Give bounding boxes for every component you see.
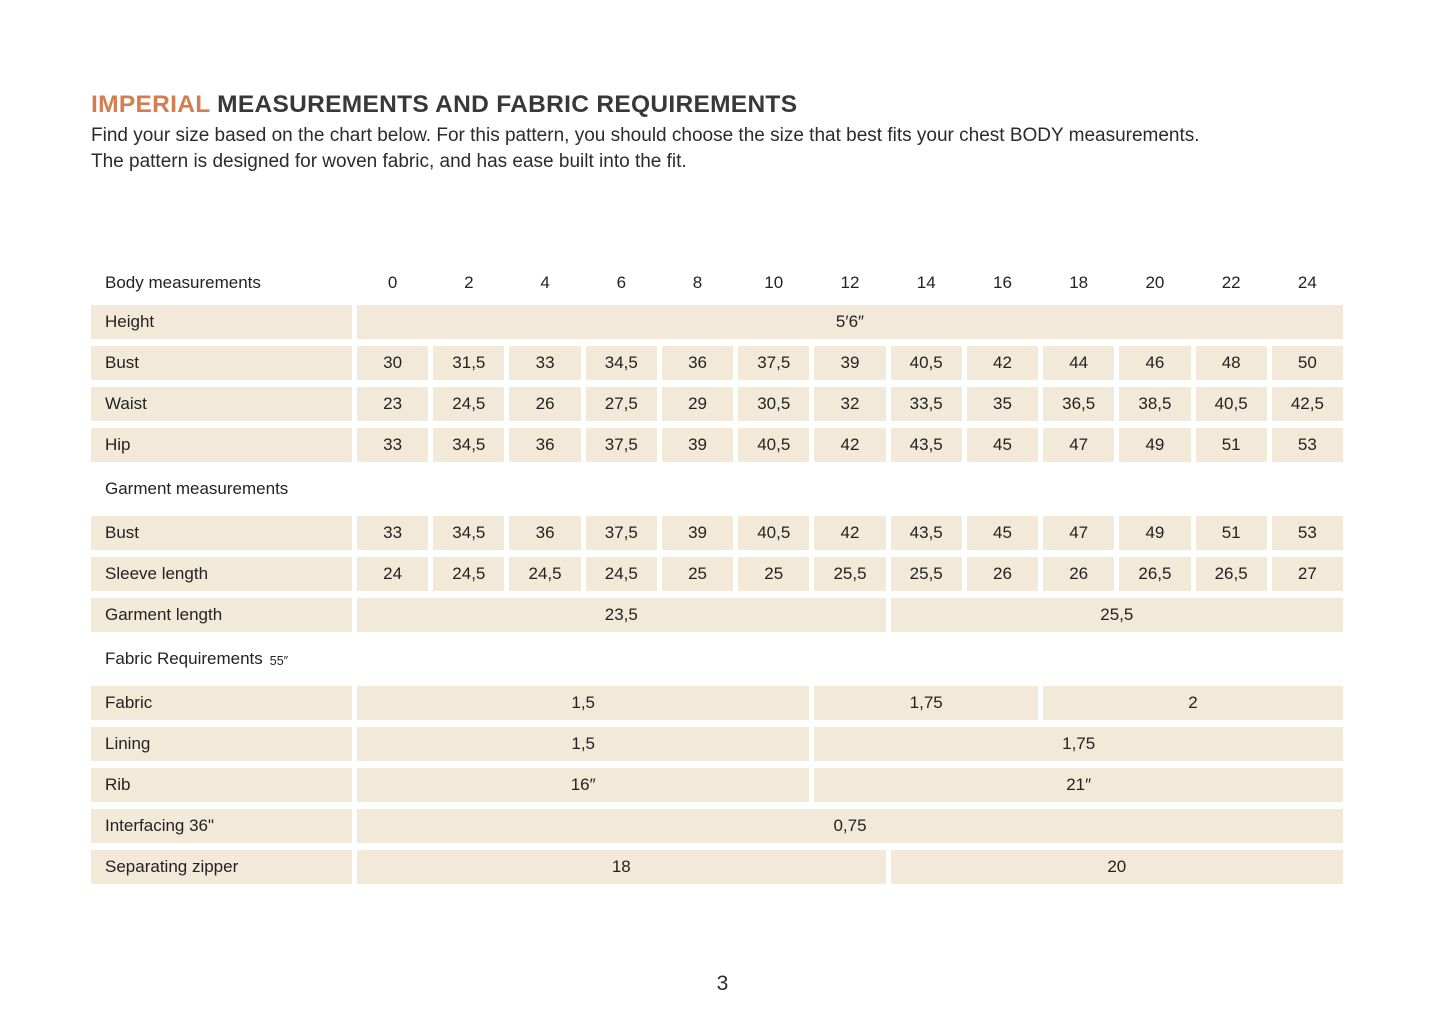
value-cell: 42,5: [1272, 387, 1343, 421]
row-label: Interfacing 36": [91, 809, 352, 843]
row-label: Lining: [91, 727, 352, 761]
value-cell: 24: [357, 557, 428, 591]
size-column-header: 2: [464, 273, 474, 292]
value-cell: 40,5: [1196, 387, 1267, 421]
size-column-header: 18: [1069, 273, 1089, 292]
row-label: Bust: [91, 516, 352, 550]
value-cell: 5′6″: [357, 305, 1343, 339]
value-cell: 26,5: [1119, 557, 1190, 591]
value-cell: 40,5: [891, 346, 962, 380]
value-cell: 25,5: [891, 557, 962, 591]
value-cell: 26,5: [1196, 557, 1267, 591]
value-cell: 49: [1119, 428, 1190, 462]
value-cell: 37,5: [586, 428, 657, 462]
value-cell: 21″: [814, 768, 1343, 802]
value-cell: 44: [1043, 346, 1114, 380]
value-cell: 25: [738, 557, 809, 591]
value-cell: 0,75: [357, 809, 1343, 843]
value-cell: 34,5: [586, 346, 657, 380]
size-column-header: 8: [692, 273, 703, 292]
intro-line-2: The pattern is designed for woven fabric, and has ease built into the fit.: [91, 150, 687, 172]
value-cell: 40,5: [738, 428, 809, 462]
section-header: [91, 469, 1343, 509]
value-cell: 53: [1272, 428, 1343, 462]
value-cell: 40,5: [738, 516, 809, 550]
intro-line-1: Find your size based on the chart below. For this pattern, you should choose the size that best fits your chest BODY measurements.: [91, 125, 1200, 146]
size-column-header: 10: [764, 273, 784, 292]
row-label: Sleeve length: [91, 557, 352, 591]
page-title-accent: IMPERIAL: [91, 91, 211, 118]
value-cell: 42: [967, 346, 1038, 380]
value-cell: 49: [1119, 516, 1190, 550]
column-header-label: Body measurements: [105, 273, 261, 292]
page-title-rest: MEASUREMENTS AND FABRIC REQUIREMENTS: [210, 91, 798, 118]
size-column-header: 4: [540, 273, 550, 292]
value-cell: 31,5: [433, 346, 504, 380]
value-cell: 42: [814, 516, 885, 550]
size-column-header: 24: [1297, 273, 1317, 292]
value-cell: 1,75: [814, 727, 1343, 761]
row-label: Rib: [91, 768, 352, 802]
value-cell: 23: [357, 387, 428, 421]
row-label: Fabric: [91, 686, 352, 720]
value-cell: 36: [509, 516, 580, 550]
value-cell: 33: [357, 516, 428, 550]
value-cell: 43,5: [891, 428, 962, 462]
value-cell: 39: [814, 346, 885, 380]
row-label: Height: [91, 305, 352, 339]
value-cell: 36,5: [1043, 387, 1114, 421]
value-cell: 37,5: [738, 346, 809, 380]
value-cell: 29: [662, 387, 733, 421]
size-column-header: 6: [616, 273, 627, 292]
value-cell: 38,5: [1119, 387, 1190, 421]
value-cell: 24,5: [586, 557, 657, 591]
value-cell: 46: [1119, 346, 1190, 380]
value-cell: 47: [1043, 516, 1114, 550]
value-cell: 45: [967, 516, 1038, 550]
row-label: Bust: [91, 346, 352, 380]
value-cell: 25,5: [891, 598, 1343, 632]
value-cell: 36: [509, 428, 580, 462]
value-cell: 24,5: [433, 387, 504, 421]
value-cell: 1,5: [357, 727, 809, 761]
value-cell: 27: [1272, 557, 1343, 591]
section-header-label: Fabric Requirements: [105, 649, 263, 668]
value-cell: 18: [357, 850, 886, 884]
value-cell: 27,5: [586, 387, 657, 421]
value-cell: 47: [1043, 428, 1114, 462]
size-column-header: 20: [1145, 273, 1165, 292]
value-cell: 37,5: [586, 516, 657, 550]
value-cell: 1,5: [357, 686, 809, 720]
value-cell: 24,5: [433, 557, 504, 591]
value-cell: 42: [814, 428, 885, 462]
value-cell: 53: [1272, 516, 1343, 550]
size-column-header: 22: [1221, 273, 1241, 292]
value-cell: 35: [967, 387, 1038, 421]
intro-paragraph: [91, 123, 1351, 174]
size-column-header: 0: [387, 273, 398, 292]
size-column-header: 12: [840, 273, 860, 292]
value-cell: 26: [1043, 557, 1114, 591]
value-cell: 20: [891, 850, 1343, 884]
size-column-header: 16: [992, 273, 1012, 292]
value-cell: 25,5: [814, 557, 885, 591]
value-cell: 50: [1272, 346, 1343, 380]
value-cell: 34,5: [433, 428, 504, 462]
value-cell: 30,5: [738, 387, 809, 421]
value-cell: 39: [662, 516, 733, 550]
section-header-label: Garment measurements: [105, 479, 289, 498]
value-cell: 36: [662, 346, 733, 380]
value-cell: 33: [509, 346, 580, 380]
value-cell: 1,75: [814, 686, 1038, 720]
value-cell: 23,5: [357, 598, 886, 632]
row-label: Garment length: [91, 598, 352, 632]
row-label: Separating zipper: [91, 850, 352, 884]
value-cell: 2: [1043, 686, 1343, 720]
value-cell: 33: [357, 428, 428, 462]
row-label: Hip: [91, 428, 352, 462]
value-cell: 45: [967, 428, 1038, 462]
page-title: [91, 91, 797, 119]
row-label: Waist: [91, 387, 352, 421]
size-table: [91, 268, 1343, 884]
value-cell: 30: [357, 346, 428, 380]
section-header: [91, 639, 1343, 679]
size-column-header: 14: [916, 273, 936, 292]
value-cell: 51: [1196, 516, 1267, 550]
value-cell: 24,5: [509, 557, 580, 591]
value-cell: 25: [662, 557, 733, 591]
section-header-suffix: 55″: [269, 653, 289, 668]
value-cell: 33,5: [891, 387, 962, 421]
value-cell: 34,5: [433, 516, 504, 550]
value-cell: 26: [509, 387, 580, 421]
value-cell: 51: [1196, 428, 1267, 462]
value-cell: 16″: [357, 768, 809, 802]
value-cell: 39: [662, 428, 733, 462]
value-cell: 26: [967, 557, 1038, 591]
value-cell: 43,5: [891, 516, 962, 550]
value-cell: 32: [814, 387, 885, 421]
value-cell: 48: [1196, 346, 1267, 380]
page-number: 3: [716, 972, 729, 995]
